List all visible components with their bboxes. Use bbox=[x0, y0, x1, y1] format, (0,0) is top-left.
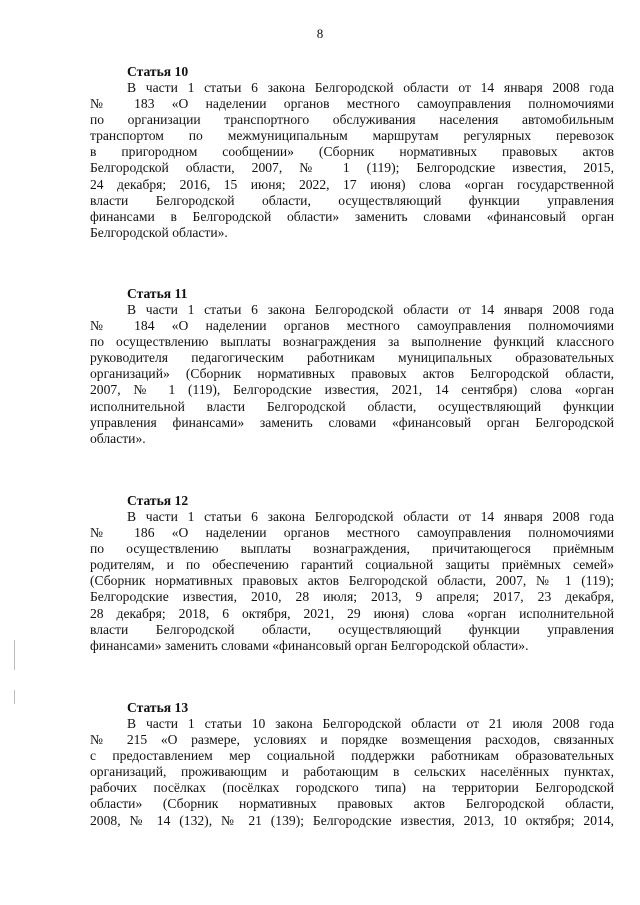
article-text-line: по осуществлению выплаты вознаграждения, причитающегося приёмным bbox=[90, 541, 614, 557]
article-text-line: руководителя педагогическим работникам муниципальных образовательных bbox=[90, 350, 614, 366]
article-text-line: 28 декабря; 2018, 6 октября, 2021, 29 июня) слова «орган исполнительной bbox=[90, 605, 614, 621]
article-title: Статья 13 bbox=[127, 700, 189, 715]
article-text-line: В части 1 статьи 10 закона Белгородской области от 21 июля 2008 года bbox=[127, 716, 614, 731]
article-text-line: организаций, проживающим и работающим в сельских населённых пунктах, bbox=[90, 764, 614, 780]
article-text-line: № 183 «О наделении органов местного самоуправления полномочиями bbox=[90, 96, 614, 112]
article-text-line: области». bbox=[90, 430, 146, 446]
article-text-line: организаций» (Сборник нормативных правовых актов Белгородской области, bbox=[90, 366, 614, 382]
article-title: Статья 11 bbox=[127, 286, 188, 301]
article-text-line: рабочих посёлках (посёлках городского типа) на территории Белгородской bbox=[90, 780, 614, 796]
article-text-line: власти Белгородской области, осуществляющий функции управления bbox=[90, 192, 614, 208]
article-text-line: 2008, № 14 (132), № 21 (139); Белгородские известия, 2013, 10 октября; 2014, bbox=[90, 812, 614, 828]
article-11 bbox=[90, 286, 614, 447]
article-title: Статья 10 bbox=[127, 64, 189, 79]
article-text-line: финансами в Белгородской области» заменить словами «финансовый орган bbox=[90, 208, 614, 224]
article-text-line: управления финансами» заменить словами «финансовый орган Белгородской bbox=[90, 414, 614, 430]
article-text-line: родителям, и по обеспечению гарантий социальной защиты приёмных семей» bbox=[90, 557, 614, 573]
article-text-line: власти Белгородской области, осуществляющий функции управления bbox=[90, 621, 614, 637]
scan-margin-mark bbox=[14, 640, 15, 670]
article-text-line: исполнительной власти Белгородской области, осуществляющий функции bbox=[90, 398, 614, 414]
article-text-line: области» (Сборник нормативных правовых актов Белгородской области, bbox=[90, 796, 614, 812]
article-text-line: по осуществлению выплаты вознаграждения за выполнение функций классного bbox=[90, 334, 614, 350]
article-text-line: 2007, № 1 (119), Белгородские известия, 2021, 14 сентября) слова «орган bbox=[90, 382, 614, 398]
article-text-line: транспортом по межмуниципальным маршрутам регулярных перевозок bbox=[90, 128, 614, 144]
article-text-line: В части 1 статьи 6 закона Белгородской области от 14 января 2008 года bbox=[127, 509, 614, 524]
article-title: Статья 12 bbox=[127, 493, 189, 508]
article-text-line: в пригородном сообщении» (Сборник нормативных правовых актов bbox=[90, 144, 614, 160]
page-number: 8 bbox=[316, 26, 324, 41]
article-text-line: Белгородской области, 2007, № 1 (119); Белгородские известия, 2015, bbox=[90, 160, 614, 176]
article-text-line: В части 1 статьи 6 закона Белгородской области от 14 января 2008 года bbox=[127, 302, 614, 317]
article-text-line: № 186 «О наделении органов местного самоуправления полномочиями bbox=[90, 525, 614, 541]
article-13 bbox=[90, 700, 614, 829]
article-10 bbox=[90, 64, 614, 241]
article-text-line: (Сборник нормативных правовых актов Белгородской области, 2007, № 1 (119); bbox=[90, 573, 614, 589]
article-text-line: Белгородские известия, 2010, 28 июля; 2013, 9 апреля; 2017, 23 декабря, bbox=[90, 589, 614, 605]
article-text-line: Белгородской области». bbox=[90, 224, 228, 240]
article-text-line: В части 1 статьи 6 закона Белгородской области от 14 января 2008 года bbox=[127, 80, 614, 95]
article-text-line: № 184 «О наделении органов местного самоуправления полномочиями bbox=[90, 318, 614, 334]
article-text-line: 24 декабря; 2016, 15 июня; 2022, 17 июня) слова «орган государственной bbox=[90, 176, 614, 192]
article-text-line: с предоставлением мер социальной поддержки работникам образовательных bbox=[90, 748, 614, 764]
scan-margin-mark bbox=[14, 690, 15, 704]
article-text-line: финансами» заменить словами «финансовый орган Белгородской области». bbox=[90, 637, 529, 653]
article-text-line: по организации транспортного обслуживания населения автомобильным bbox=[90, 112, 614, 128]
article-text-line: № 215 «О размере, условиях и порядке возмещения расходов, связанных bbox=[90, 732, 614, 748]
article-12 bbox=[90, 493, 614, 654]
